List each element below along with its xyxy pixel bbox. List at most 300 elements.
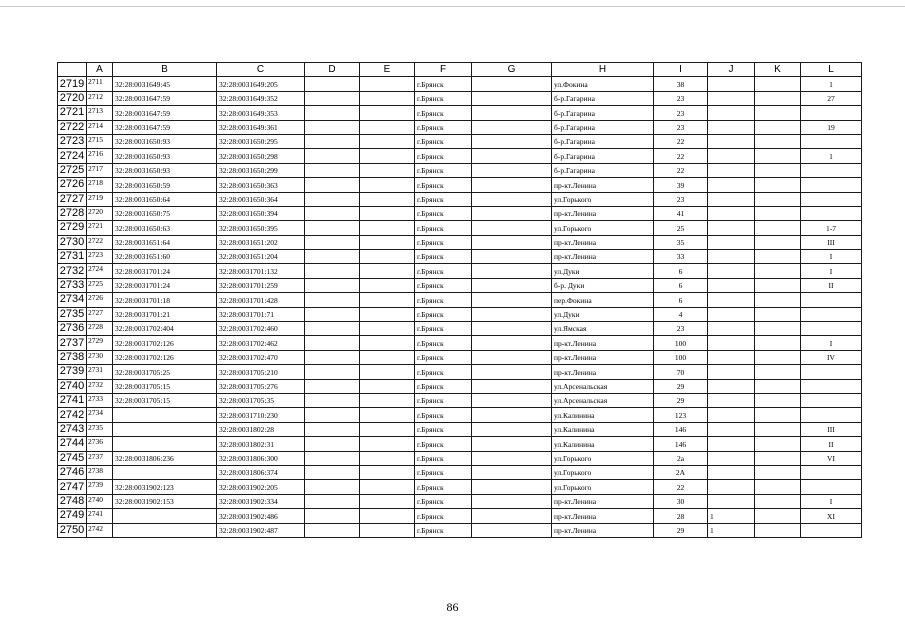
cell-l[interactable]: III [801, 235, 862, 249]
cell-g[interactable] [472, 408, 552, 422]
cell-b[interactable]: 32:28:0031705:15 [113, 393, 217, 407]
cell-l[interactable]: I [801, 250, 862, 264]
cell-i[interactable]: 23 [654, 192, 708, 206]
cell-f[interactable]: г.Брянск [415, 422, 472, 436]
cell-f[interactable]: г.Брянск [415, 264, 472, 278]
cell-g[interactable] [472, 206, 552, 220]
cell-h[interactable]: б-р.Гагарина [552, 149, 654, 163]
cell-a[interactable]: 2721 [87, 221, 113, 235]
cell-a[interactable]: 2724 [87, 264, 113, 278]
cell-b[interactable]: 32:28:0031650:75 [113, 206, 217, 220]
cell-l[interactable] [801, 307, 862, 321]
cell-e[interactable] [360, 91, 415, 105]
cell-k[interactable] [755, 365, 801, 379]
cell-l[interactable]: I [801, 494, 862, 508]
cell-d[interactable] [305, 307, 360, 321]
cell-b[interactable]: 32:28:0031650:63 [113, 221, 217, 235]
cell-f[interactable]: г.Брянск [415, 480, 472, 494]
cell-i[interactable]: 4 [654, 307, 708, 321]
cell-f[interactable]: г.Брянск [415, 91, 472, 105]
cell-i[interactable]: 6 [654, 264, 708, 278]
cell-c[interactable]: 32:28:0031902:486 [217, 509, 305, 523]
cell-e[interactable] [360, 278, 415, 292]
cell-b[interactable]: 32:28:0031902:123 [113, 480, 217, 494]
cell-h[interactable]: пр-кт.Ленина [552, 365, 654, 379]
cell-j[interactable] [708, 235, 755, 249]
cell-d[interactable] [305, 451, 360, 465]
cell-i[interactable]: 22 [654, 149, 708, 163]
row-number[interactable]: 2725 [58, 163, 87, 177]
cell-j[interactable] [708, 163, 755, 177]
cell-h[interactable]: пр-кт.Ленина [552, 336, 654, 350]
cell-l[interactable] [801, 379, 862, 393]
cell-j[interactable] [708, 278, 755, 292]
cell-l[interactable]: II [801, 437, 862, 451]
cell-d[interactable] [305, 293, 360, 307]
cell-k[interactable] [755, 437, 801, 451]
cell-j[interactable] [708, 480, 755, 494]
cell-h[interactable]: б-р.Гагарина [552, 106, 654, 120]
cell-a[interactable]: 2722 [87, 235, 113, 249]
cell-i[interactable]: 100 [654, 336, 708, 350]
row-number[interactable]: 2720 [58, 91, 87, 105]
cell-a[interactable]: 2714 [87, 120, 113, 134]
cell-c[interactable]: 32:28:0031650:299 [217, 163, 305, 177]
cell-e[interactable] [360, 206, 415, 220]
cell-a[interactable]: 2736 [87, 437, 113, 451]
cell-c[interactable]: 32:28:0031702:460 [217, 322, 305, 336]
cell-l[interactable] [801, 365, 862, 379]
cell-d[interactable] [305, 523, 360, 537]
cell-g[interactable] [472, 437, 552, 451]
cell-i[interactable]: 2А [654, 465, 708, 479]
cell-f[interactable]: г.Брянск [415, 365, 472, 379]
cell-d[interactable] [305, 264, 360, 278]
cell-d[interactable] [305, 393, 360, 407]
cell-g[interactable] [472, 393, 552, 407]
cell-k[interactable] [755, 336, 801, 350]
cell-f[interactable]: г.Брянск [415, 206, 472, 220]
cell-e[interactable] [360, 235, 415, 249]
cell-h[interactable]: б-р.Гагарина [552, 134, 654, 148]
cell-j[interactable] [708, 91, 755, 105]
cell-j[interactable] [708, 365, 755, 379]
cell-k[interactable] [755, 250, 801, 264]
cell-i[interactable]: 23 [654, 106, 708, 120]
cell-f[interactable]: г.Брянск [415, 163, 472, 177]
cell-l[interactable]: 19 [801, 120, 862, 134]
cell-b[interactable]: 32:28:0031702:404 [113, 322, 217, 336]
cell-j[interactable] [708, 149, 755, 163]
cell-i[interactable]: 41 [654, 206, 708, 220]
cell-a[interactable]: 2723 [87, 250, 113, 264]
cell-b[interactable]: 32:28:0031705:15 [113, 379, 217, 393]
cell-e[interactable] [360, 250, 415, 264]
row-number[interactable]: 2743 [58, 422, 87, 436]
cell-d[interactable] [305, 437, 360, 451]
cell-i[interactable]: 146 [654, 437, 708, 451]
row-number[interactable]: 2727 [58, 192, 87, 206]
column-header-j[interactable]: J [708, 63, 755, 77]
row-number[interactable]: 2732 [58, 264, 87, 278]
cell-h[interactable]: б-р.Гагарина [552, 163, 654, 177]
cell-b[interactable] [113, 422, 217, 436]
cell-g[interactable] [472, 322, 552, 336]
cell-h[interactable]: ул.Калинина [552, 437, 654, 451]
cell-b[interactable]: 32:28:0031701:18 [113, 293, 217, 307]
cell-a[interactable]: 2727 [87, 307, 113, 321]
cell-j[interactable] [708, 106, 755, 120]
cell-k[interactable] [755, 293, 801, 307]
cell-d[interactable] [305, 77, 360, 91]
cell-l[interactable]: III [801, 422, 862, 436]
cell-h[interactable]: ул.Горького [552, 465, 654, 479]
row-number[interactable]: 2749 [58, 509, 87, 523]
cell-f[interactable]: г.Брянск [415, 149, 472, 163]
cell-b[interactable]: 32:28:0031647:59 [113, 120, 217, 134]
cell-c[interactable]: 32:28:0031650:298 [217, 149, 305, 163]
cell-k[interactable] [755, 120, 801, 134]
cell-h[interactable]: ул.Горького [552, 480, 654, 494]
cell-h[interactable]: ул.Арсенальская [552, 393, 654, 407]
cell-j[interactable] [708, 451, 755, 465]
cell-a[interactable]: 2729 [87, 336, 113, 350]
cell-h[interactable]: б-р.Гагарина [552, 120, 654, 134]
cell-k[interactable] [755, 163, 801, 177]
cell-f[interactable]: г.Брянск [415, 307, 472, 321]
cell-l[interactable]: I [801, 336, 862, 350]
cell-i[interactable]: 30 [654, 494, 708, 508]
cell-b[interactable] [113, 523, 217, 537]
cell-k[interactable] [755, 422, 801, 436]
cell-c[interactable]: 32:28:0031701:428 [217, 293, 305, 307]
cell-d[interactable] [305, 278, 360, 292]
cell-l[interactable]: IV [801, 350, 862, 364]
cell-g[interactable] [472, 77, 552, 91]
cell-b[interactable]: 32:28:0031902:153 [113, 494, 217, 508]
cell-i[interactable]: 23 [654, 91, 708, 105]
cell-e[interactable] [360, 120, 415, 134]
cell-c[interactable]: 32:28:0031806:300 [217, 451, 305, 465]
cell-c[interactable]: 32:28:0031705:35 [217, 393, 305, 407]
cell-f[interactable]: г.Брянск [415, 451, 472, 465]
cell-a[interactable]: 2732 [87, 379, 113, 393]
cell-h[interactable]: ул.Арсенальская [552, 379, 654, 393]
cell-g[interactable] [472, 494, 552, 508]
cell-c[interactable]: 32:28:0031702:462 [217, 336, 305, 350]
row-number[interactable]: 2742 [58, 408, 87, 422]
cell-g[interactable] [472, 480, 552, 494]
cell-k[interactable] [755, 350, 801, 364]
cell-a[interactable]: 2713 [87, 106, 113, 120]
cell-k[interactable] [755, 379, 801, 393]
cell-e[interactable] [360, 465, 415, 479]
cell-h[interactable]: пр-кт.Ленина [552, 235, 654, 249]
cell-l[interactable] [801, 206, 862, 220]
cell-f[interactable]: г.Брянск [415, 408, 472, 422]
cell-e[interactable] [360, 422, 415, 436]
cell-f[interactable]: г.Брянск [415, 437, 472, 451]
cell-g[interactable] [472, 336, 552, 350]
cell-i[interactable]: 123 [654, 408, 708, 422]
row-number[interactable]: 2731 [58, 250, 87, 264]
cell-k[interactable] [755, 494, 801, 508]
cell-g[interactable] [472, 509, 552, 523]
cell-k[interactable] [755, 307, 801, 321]
cell-j[interactable] [708, 422, 755, 436]
cell-g[interactable] [472, 365, 552, 379]
cell-b[interactable]: 32:28:0031647:59 [113, 106, 217, 120]
cell-b[interactable]: 32:28:0031650:93 [113, 134, 217, 148]
cell-f[interactable]: г.Брянск [415, 278, 472, 292]
cell-h[interactable]: пр-кт.Ленина [552, 250, 654, 264]
cell-e[interactable] [360, 77, 415, 91]
cell-a[interactable]: 2740 [87, 494, 113, 508]
column-header-f[interactable]: F [415, 63, 472, 77]
cell-a[interactable]: 2742 [87, 523, 113, 537]
cell-d[interactable] [305, 149, 360, 163]
cell-f[interactable]: г.Брянск [415, 250, 472, 264]
cell-e[interactable] [360, 134, 415, 148]
cell-j[interactable] [708, 350, 755, 364]
column-header-g[interactable]: G [472, 63, 552, 77]
column-header-l[interactable]: L [801, 63, 862, 77]
row-number[interactable]: 2729 [58, 221, 87, 235]
cell-e[interactable] [360, 451, 415, 465]
cell-h[interactable]: ул.Калинина [552, 422, 654, 436]
cell-k[interactable] [755, 221, 801, 235]
row-number[interactable]: 2722 [58, 120, 87, 134]
cell-a[interactable]: 2739 [87, 480, 113, 494]
cell-i[interactable]: 70 [654, 365, 708, 379]
row-number[interactable]: 2750 [58, 523, 87, 537]
cell-f[interactable]: г.Брянск [415, 221, 472, 235]
cell-b[interactable]: 32:28:0031647:59 [113, 91, 217, 105]
cell-f[interactable]: г.Брянск [415, 465, 472, 479]
cell-f[interactable]: г.Брянск [415, 509, 472, 523]
cell-i[interactable]: 35 [654, 235, 708, 249]
cell-f[interactable]: г.Брянск [415, 77, 472, 91]
cell-f[interactable]: г.Брянск [415, 350, 472, 364]
cell-d[interactable] [305, 235, 360, 249]
cell-c[interactable]: 32:28:0031650:394 [217, 206, 305, 220]
cell-a[interactable]: 2711 [87, 77, 113, 91]
column-header-e[interactable]: E [360, 63, 415, 77]
cell-b[interactable]: 32:28:0031701:21 [113, 307, 217, 321]
cell-c[interactable]: 32:28:0031902:205 [217, 480, 305, 494]
cell-a[interactable]: 2720 [87, 206, 113, 220]
cell-g[interactable] [472, 235, 552, 249]
cell-h[interactable]: ул.Горького [552, 221, 654, 235]
cell-i[interactable]: 29 [654, 393, 708, 407]
row-number[interactable]: 2730 [58, 235, 87, 249]
cell-j[interactable] [708, 494, 755, 508]
cell-i[interactable]: 2а [654, 451, 708, 465]
cell-c[interactable]: 32:28:0031701:259 [217, 278, 305, 292]
cell-c[interactable]: 32:28:0031651:204 [217, 250, 305, 264]
cell-h[interactable]: пр-кт.Ленина [552, 509, 654, 523]
cell-h[interactable]: пр-кт.Ленина [552, 178, 654, 192]
cell-l[interactable] [801, 408, 862, 422]
cell-l[interactable] [801, 523, 862, 537]
cell-g[interactable] [472, 91, 552, 105]
column-header-a[interactable]: A [87, 63, 113, 77]
cell-b[interactable] [113, 408, 217, 422]
row-number[interactable]: 2726 [58, 178, 87, 192]
cell-l[interactable]: 1 [801, 149, 862, 163]
cell-k[interactable] [755, 178, 801, 192]
cell-h[interactable]: ул.Горького [552, 192, 654, 206]
cell-h[interactable]: ул.Калинина [552, 408, 654, 422]
cell-d[interactable] [305, 379, 360, 393]
cell-j[interactable] [708, 206, 755, 220]
cell-i[interactable]: 22 [654, 480, 708, 494]
cell-i[interactable]: 23 [654, 322, 708, 336]
cell-a[interactable]: 2717 [87, 163, 113, 177]
cell-k[interactable] [755, 523, 801, 537]
cell-e[interactable] [360, 307, 415, 321]
cell-h[interactable]: б-р. Дуки [552, 278, 654, 292]
cell-c[interactable]: 32:28:0031802:28 [217, 422, 305, 436]
cell-f[interactable]: г.Брянск [415, 134, 472, 148]
cell-f[interactable]: г.Брянск [415, 494, 472, 508]
cell-f[interactable]: г.Брянск [415, 120, 472, 134]
cell-g[interactable] [472, 278, 552, 292]
cell-h[interactable]: ул.Ямская [552, 322, 654, 336]
cell-d[interactable] [305, 336, 360, 350]
cell-l[interactable] [801, 178, 862, 192]
cell-j[interactable] [708, 336, 755, 350]
cell-j[interactable] [708, 250, 755, 264]
row-number[interactable]: 2724 [58, 149, 87, 163]
cell-k[interactable] [755, 322, 801, 336]
cell-f[interactable]: г.Брянск [415, 523, 472, 537]
cell-c[interactable]: 32:28:0031650:363 [217, 178, 305, 192]
cell-a[interactable]: 2712 [87, 91, 113, 105]
cell-a[interactable]: 2719 [87, 192, 113, 206]
row-number[interactable]: 2719 [58, 77, 87, 91]
cell-e[interactable] [360, 350, 415, 364]
row-number[interactable]: 2746 [58, 465, 87, 479]
cell-i[interactable]: 100 [654, 350, 708, 364]
cell-a[interactable]: 2733 [87, 393, 113, 407]
cell-d[interactable] [305, 106, 360, 120]
column-header-h[interactable]: H [552, 63, 654, 77]
cell-g[interactable] [472, 350, 552, 364]
cell-e[interactable] [360, 408, 415, 422]
cell-j[interactable] [708, 293, 755, 307]
cell-k[interactable] [755, 393, 801, 407]
cell-e[interactable] [360, 379, 415, 393]
cell-a[interactable]: 2728 [87, 322, 113, 336]
cell-h[interactable]: пр-кт.Ленина [552, 350, 654, 364]
cell-e[interactable] [360, 480, 415, 494]
cell-a[interactable]: 2737 [87, 451, 113, 465]
cell-j[interactable] [708, 178, 755, 192]
cell-h[interactable]: пр-кт.Ленина [552, 206, 654, 220]
cell-e[interactable] [360, 509, 415, 523]
cell-b[interactable]: 32:28:0031649:45 [113, 77, 217, 91]
column-header-b[interactable]: B [113, 63, 217, 77]
column-header-c[interactable]: C [217, 63, 305, 77]
cell-i[interactable]: 6 [654, 293, 708, 307]
cell-b[interactable]: 32:28:0031650:93 [113, 163, 217, 177]
cell-i[interactable]: 28 [654, 509, 708, 523]
cell-l[interactable]: I [801, 264, 862, 278]
cell-d[interactable] [305, 509, 360, 523]
row-number[interactable]: 2721 [58, 106, 87, 120]
corner-cell[interactable] [58, 63, 87, 77]
cell-i[interactable]: 146 [654, 422, 708, 436]
cell-k[interactable] [755, 264, 801, 278]
cell-j[interactable] [708, 134, 755, 148]
cell-i[interactable]: 29 [654, 523, 708, 537]
cell-l[interactable] [801, 192, 862, 206]
cell-b[interactable]: 32:28:0031650:64 [113, 192, 217, 206]
row-number[interactable]: 2733 [58, 278, 87, 292]
cell-a[interactable]: 2715 [87, 134, 113, 148]
cell-h[interactable]: ул.Дуки [552, 264, 654, 278]
cell-a[interactable]: 2718 [87, 178, 113, 192]
row-number[interactable]: 2736 [58, 322, 87, 336]
cell-h[interactable]: пер.Фокина [552, 293, 654, 307]
cell-b[interactable]: 32:28:0031701:24 [113, 278, 217, 292]
cell-c[interactable]: 32:28:0031802:31 [217, 437, 305, 451]
cell-j[interactable] [708, 437, 755, 451]
cell-k[interactable] [755, 480, 801, 494]
cell-g[interactable] [472, 149, 552, 163]
row-number[interactable]: 2745 [58, 451, 87, 465]
row-number[interactable]: 2738 [58, 350, 87, 364]
row-number[interactable]: 2739 [58, 365, 87, 379]
cell-g[interactable] [472, 307, 552, 321]
cell-a[interactable]: 2730 [87, 350, 113, 364]
cell-e[interactable] [360, 264, 415, 278]
cell-e[interactable] [360, 523, 415, 537]
cell-h[interactable]: пр-кт.Ленина [552, 494, 654, 508]
cell-e[interactable] [360, 322, 415, 336]
cell-k[interactable] [755, 278, 801, 292]
cell-e[interactable] [360, 336, 415, 350]
column-header-d[interactable]: D [305, 63, 360, 77]
cell-h[interactable]: пр-кт.Ленина [552, 523, 654, 537]
cell-e[interactable] [360, 221, 415, 235]
cell-c[interactable]: 32:28:0031705:210 [217, 365, 305, 379]
cell-d[interactable] [305, 365, 360, 379]
cell-j[interactable]: 1 [708, 509, 755, 523]
cell-k[interactable] [755, 192, 801, 206]
cell-l[interactable] [801, 134, 862, 148]
cell-j[interactable] [708, 221, 755, 235]
cell-c[interactable]: 32:28:0031902:487 [217, 523, 305, 537]
cell-a[interactable]: 2738 [87, 465, 113, 479]
cell-e[interactable] [360, 365, 415, 379]
cell-i[interactable]: 39 [654, 178, 708, 192]
row-number[interactable]: 2748 [58, 494, 87, 508]
cell-b[interactable] [113, 509, 217, 523]
cell-k[interactable] [755, 206, 801, 220]
cell-b[interactable] [113, 437, 217, 451]
row-number[interactable]: 2737 [58, 336, 87, 350]
cell-f[interactable]: г.Брянск [415, 192, 472, 206]
cell-j[interactable] [708, 264, 755, 278]
cell-i[interactable]: 38 [654, 77, 708, 91]
cell-j[interactable] [708, 192, 755, 206]
cell-c[interactable]: 32:28:0031701:132 [217, 264, 305, 278]
cell-e[interactable] [360, 437, 415, 451]
row-number[interactable]: 2740 [58, 379, 87, 393]
cell-l[interactable]: 1-7 [801, 221, 862, 235]
